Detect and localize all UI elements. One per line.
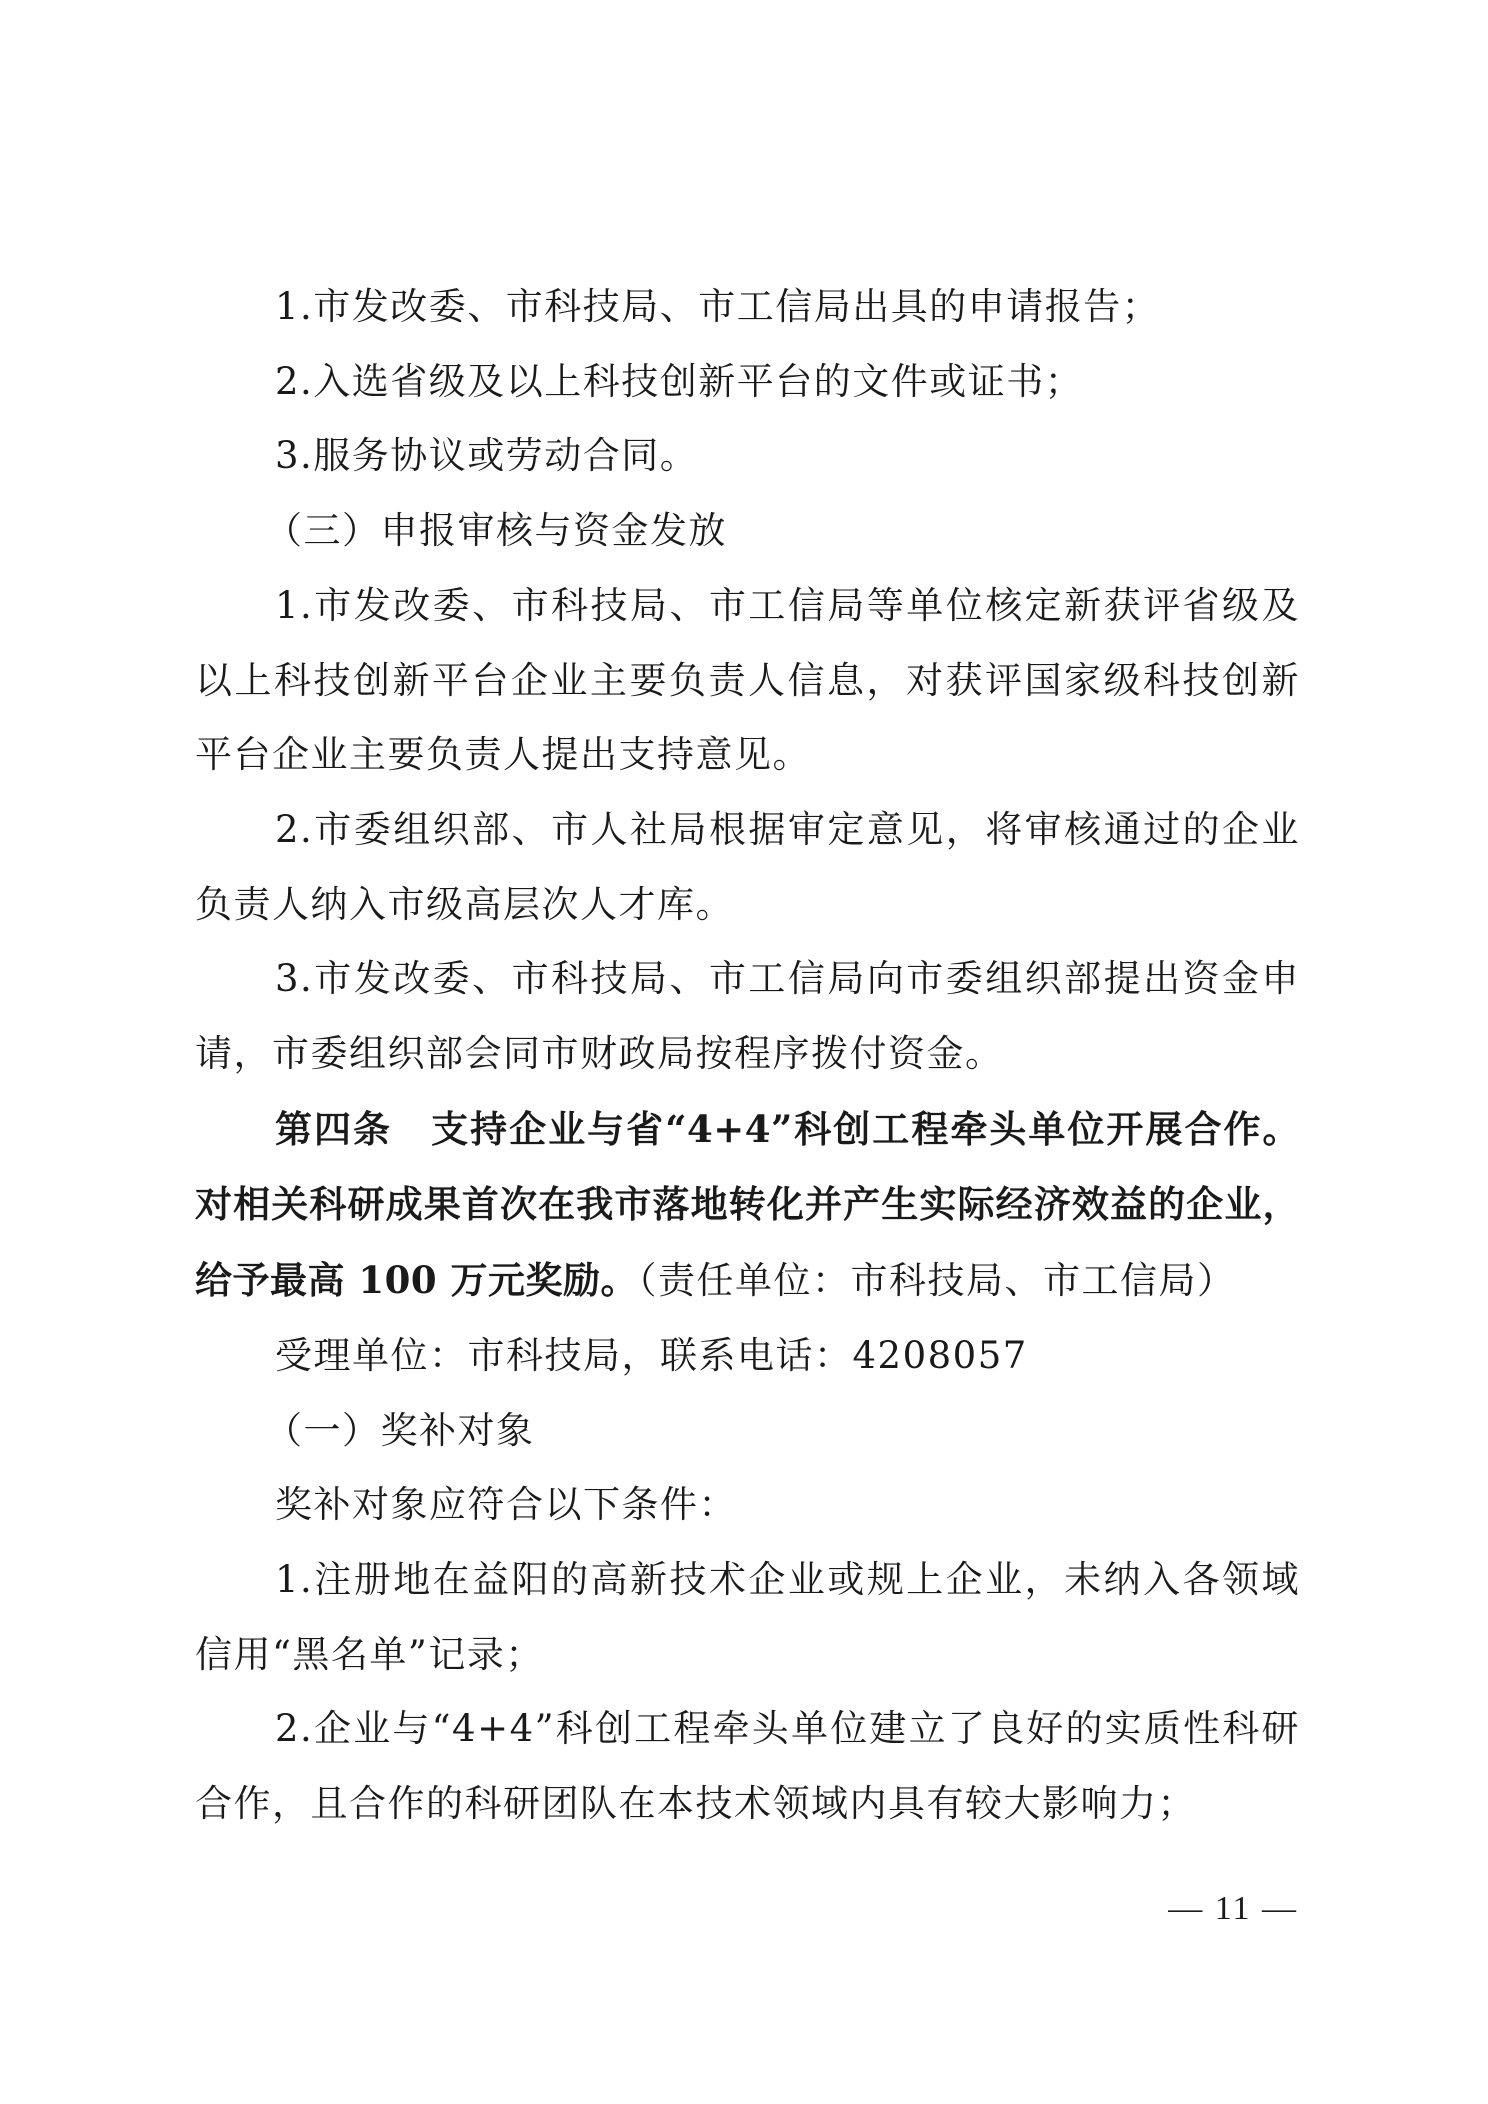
article-four-bold-text: 第四条 支持企业与省“4+4”科创工程牵头单位开展合作。对相关科研成果首次在我市落地转化并产生实际经济效益的企业，给予最高 100 万元奖励。	[195, 1106, 1300, 1303]
paragraph-condition-cooperation: 2.企业与“4+4”科创工程牵头单位建立了良好的实质性科研合作，且合作的科研团队在本技术领域内具有较大影响力；	[195, 1707, 1300, 1826]
paragraph-service-agreement: 3.服务协议或劳动合同。	[275, 434, 699, 478]
section-heading-review-funding: （三）申报审核与资金发放	[265, 509, 727, 553]
paragraph-required-report: 1.市发改委、市科技局、市工信局出具的申请报告；	[275, 285, 1161, 328]
document-body	[195, 270, 1300, 1842]
paragraph-talent-pool: 2.市委组织部、市人社局根据审定意见，将审核通过的企业负责人纳入市级高层次人才库。	[195, 807, 1300, 926]
paragraph-conditions-intro: 奖补对象应符合以下条件：	[275, 1483, 737, 1527]
page-number: — 11 —	[1168, 1890, 1298, 1927]
section-heading-award-target: （一）奖补对象	[265, 1408, 535, 1452]
article-four-responsible-units: （责任单位：市科技局、市工信局）	[638, 1259, 1236, 1303]
paragraph-platform-certificate: 2.入选省级及以上科技创新平台的文件或证书；	[275, 359, 1084, 403]
paragraph-verify-info: 1.市发改委、市科技局、市工信局等单位核定新获评省级及以上科技创新平台企业主要负责人信息，对获评国家级科技创新平台企业主要负责人提出支持意见。	[195, 583, 1300, 777]
paragraph-accepting-unit: 受理单位：市科技局，联系电话：4208057	[275, 1333, 1028, 1377]
paragraph-fund-application: 3.市发改委、市科技局、市工信局向市委组织部提出资金申请，市委组织部会同市财政局按程序拨付资金。	[195, 957, 1300, 1076]
article-four	[195, 1092, 1300, 1319]
paragraph-condition-registered: 1.注册地在益阳的高新技术企业或规上企业，未纳入各领域信用“黑名单”记录；	[195, 1557, 1300, 1676]
